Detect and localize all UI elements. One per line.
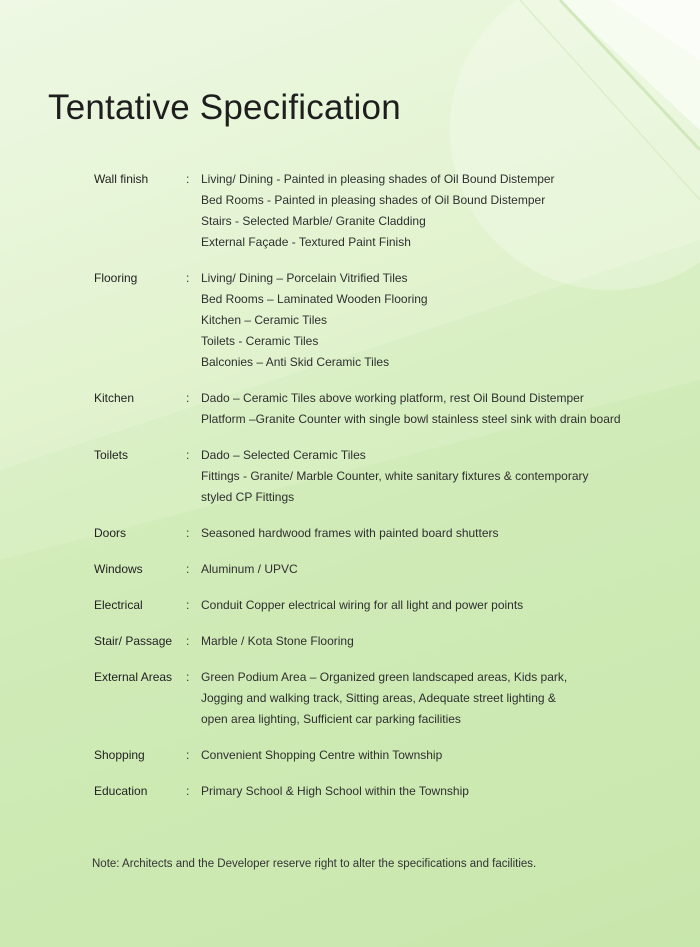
spec-label: Doors xyxy=(94,526,127,540)
spec-line: open area lighting, Sufficient car parking facilities xyxy=(201,712,461,726)
spec-colon: : xyxy=(186,598,190,612)
spec-values xyxy=(201,631,684,652)
spec-colon: : xyxy=(186,784,190,798)
spec-row-stair-passage xyxy=(94,631,684,652)
spec-row-kitchen xyxy=(94,388,684,430)
spec-label: External Areas xyxy=(94,670,173,684)
spec-colon: : xyxy=(186,448,190,462)
spec-line: Living/ Dining – Porcelain Vitrified Tiles xyxy=(201,271,408,285)
spec-values xyxy=(201,523,684,544)
spec-row-doors xyxy=(94,523,684,544)
spec-line: Dado – Ceramic Tiles above working platform, rest Oil Bound Distemper xyxy=(201,391,584,405)
spec-values xyxy=(201,445,684,508)
spec-line: Fittings - Granite/ Marble Counter, white sanitary fixtures & contemporary xyxy=(201,469,589,483)
spec-colon: : xyxy=(186,634,190,648)
spec-colon: : xyxy=(186,271,190,285)
spec-label: Toilets xyxy=(94,448,129,462)
spec-values xyxy=(201,595,684,616)
spec-colon: : xyxy=(186,562,190,576)
spec-values xyxy=(201,388,684,430)
spec-colon: : xyxy=(186,670,190,684)
spec-line: Conduit Copper electrical wiring for all light and power points xyxy=(201,598,524,612)
spec-row-shopping xyxy=(94,745,684,766)
spec-line: Green Podium Area – Organized green landscaped areas, Kids park, xyxy=(201,670,568,684)
spec-line: Bed Rooms – Laminated Wooden Flooring xyxy=(201,292,428,306)
spec-colon: : xyxy=(186,526,190,540)
spec-line: Jogging and walking track, Sitting areas, Adequate street lighting & xyxy=(201,691,556,705)
spec-colon: : xyxy=(186,748,190,762)
spec-colon: : xyxy=(186,172,190,186)
spec-row-external-areas xyxy=(94,667,684,730)
spec-line: Stairs - Selected Marble/ Granite Cladding xyxy=(201,214,426,228)
spec-line: Platform –Granite Counter with single bowl stainless steel sink with drain board xyxy=(201,412,621,426)
spec-values xyxy=(201,268,684,373)
spec-values xyxy=(201,667,684,730)
spec-line: Aluminum / UPVC xyxy=(201,562,298,576)
spec-line: External Façade - Textured Paint Finish xyxy=(201,235,411,249)
spec-line: Convenient Shopping Centre within Township xyxy=(201,748,443,762)
spec-label: Kitchen xyxy=(94,391,135,405)
spec-values xyxy=(201,559,684,580)
spec-list xyxy=(94,169,684,802)
spec-colon: : xyxy=(186,391,190,405)
spec-label: Education xyxy=(94,784,148,798)
spec-values xyxy=(201,169,684,253)
spec-label: Electrical xyxy=(94,598,143,612)
spec-row-education xyxy=(94,781,684,802)
spec-label: Windows xyxy=(94,562,143,576)
spec-row-wall-finish xyxy=(94,169,684,253)
spec-line: Seasoned hardwood frames with painted board shutters xyxy=(201,526,499,540)
spec-line: Bed Rooms - Painted in pleasing shades of Oil Bound Distemper xyxy=(201,193,546,207)
spec-line: Dado – Selected Ceramic Tiles xyxy=(201,448,366,462)
spec-line: Marble / Kota Stone Flooring xyxy=(201,634,354,648)
spec-label: Flooring xyxy=(94,271,138,285)
spec-line: styled CP Fittings xyxy=(201,490,295,504)
spec-line: Living/ Dining - Painted in pleasing shades of Oil Bound Distemper xyxy=(201,172,555,186)
spec-values xyxy=(201,745,684,766)
disclaimer-note: Note: Architects and the Developer reserve right to alter the specifications and facilities. xyxy=(92,858,537,870)
spec-values xyxy=(201,781,684,802)
spec-line: Balconies – Anti Skid Ceramic Tiles xyxy=(201,355,390,369)
spec-line: Toilets - Ceramic Tiles xyxy=(201,334,319,348)
spec-label: Shopping xyxy=(94,748,145,762)
spec-row-windows xyxy=(94,559,684,580)
spec-row-toilets xyxy=(94,445,684,508)
spec-line: Primary School & High School within the Township xyxy=(201,784,469,798)
page-title: Tentative Specification xyxy=(48,88,401,127)
spec-row-electrical xyxy=(94,595,684,616)
spec-label: Stair/ Passage xyxy=(94,634,173,648)
spec-row-flooring xyxy=(94,268,684,373)
spec-label: Wall finish xyxy=(94,172,149,186)
spec-line: Kitchen – Ceramic Tiles xyxy=(201,313,328,327)
